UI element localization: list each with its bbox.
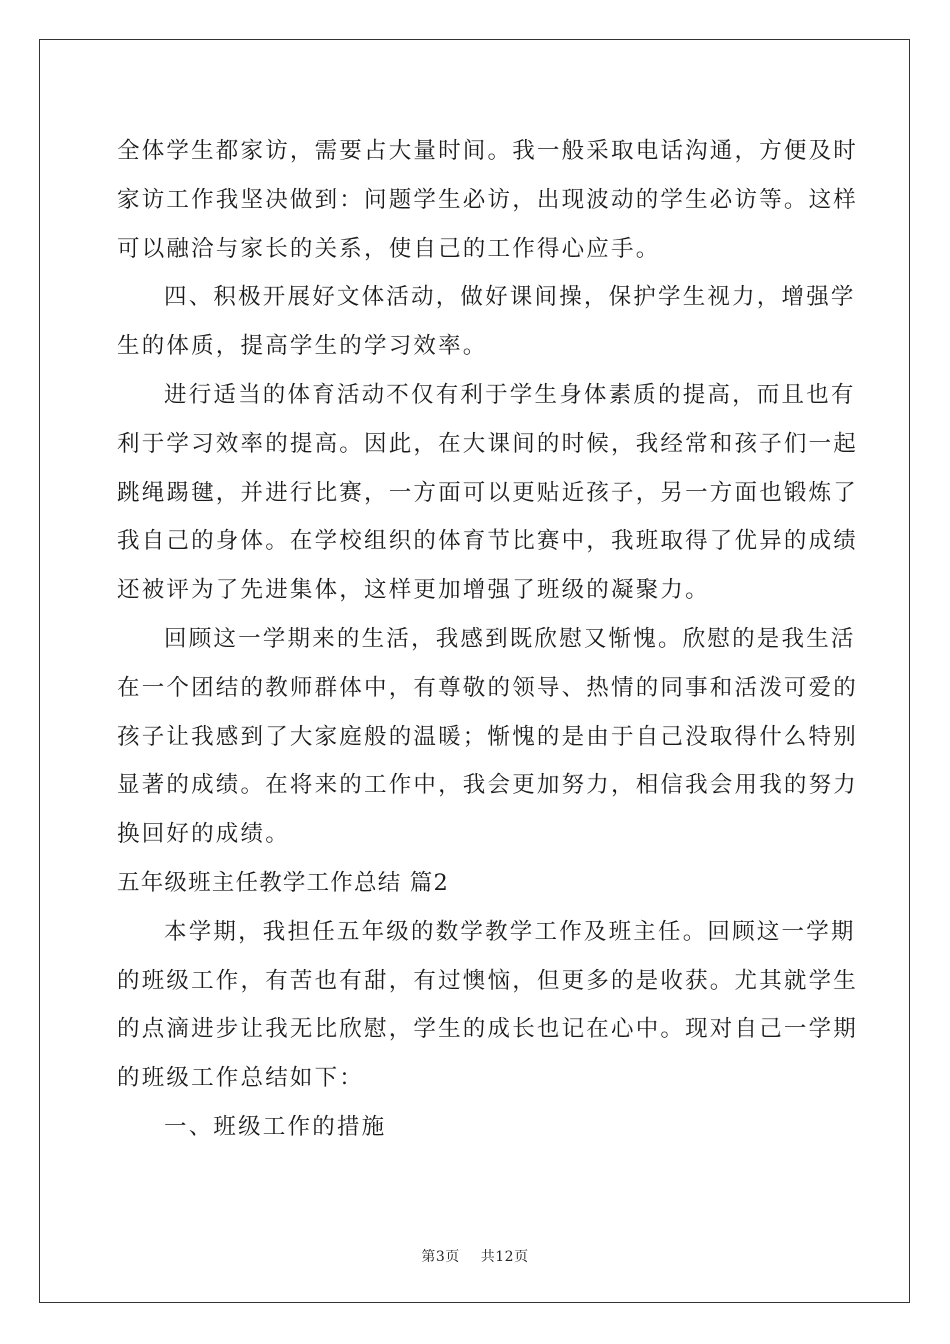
- text-line: 在一个团结的教师群体中，有尊敬的领导、热情的同事和活泼可爱的: [117, 674, 859, 701]
- article-title: 五年级班主任教学工作总结 篇2: [117, 869, 449, 896]
- text-line: 显著的成绩。在将来的工作中，我会更加努力，相信我会用我的努力: [117, 772, 859, 799]
- text-line: 孩子让我感到了大家庭般的温暖；惭愧的是由于自己没取得什么特别: [117, 723, 859, 750]
- text-line: 全体学生都家访，需要占大量时间。我一般采取电话沟通，方便及时: [117, 138, 859, 164]
- text-line: 换回好的成绩。: [117, 821, 290, 848]
- page-number: 第3页: [421, 1249, 460, 1265]
- paragraph-start: 回顾这一学期来的生活，我感到既欣慰又惭愧。欣慰的是我生活: [164, 625, 856, 652]
- text-line: 利于学习效率的提高。因此，在大课间的时候，我经常和孩子们一起: [117, 430, 859, 457]
- text-line: 我自己的身体。在学校组织的体育节比赛中，我班取得了优异的成绩: [117, 528, 859, 555]
- page-total: 共12页: [480, 1249, 529, 1265]
- section-heading-one: 一、班级工作的措施: [164, 1113, 387, 1140]
- text-line: 还被评为了先进集体，这样更加增强了班级的凝聚力。: [117, 577, 710, 604]
- paragraph-start: 进行适当的体育活动不仅有利于学生身体素质的提高，而且也有: [164, 381, 856, 408]
- text-line: 的班级工作，有苦也有甜，有过懊恼，但更多的是收获。尤其就学生: [117, 967, 859, 994]
- text-line: 的点滴进步让我无比欣慰，学生的成长也记在心中。现对自己一学期: [117, 1016, 859, 1043]
- page-footer: [0, 1246, 950, 1266]
- text-line: 可以融洽与家长的关系，使自己的工作得心应手。: [117, 235, 661, 262]
- paragraph-start: 本学期，我担任五年级的数学教学工作及班主任。回顾这一学期: [164, 918, 856, 945]
- section-heading-four: 四、积极开展好文体活动，做好课间操，保护学生视力，增强学: [164, 284, 856, 311]
- text-line: 的班级工作总结如下：: [117, 1065, 365, 1092]
- document-body: [117, 127, 859, 1152]
- text-line: 跳绳踢毽，并进行比赛，一方面可以更贴近孩子，另一方面也锻炼了: [117, 479, 859, 506]
- text-line: 生的体质，提高学生的学习效率。: [117, 333, 488, 360]
- text-line: 家访工作我坚决做到：问题学生必访，出现波动的学生必访等。这样: [117, 186, 859, 213]
